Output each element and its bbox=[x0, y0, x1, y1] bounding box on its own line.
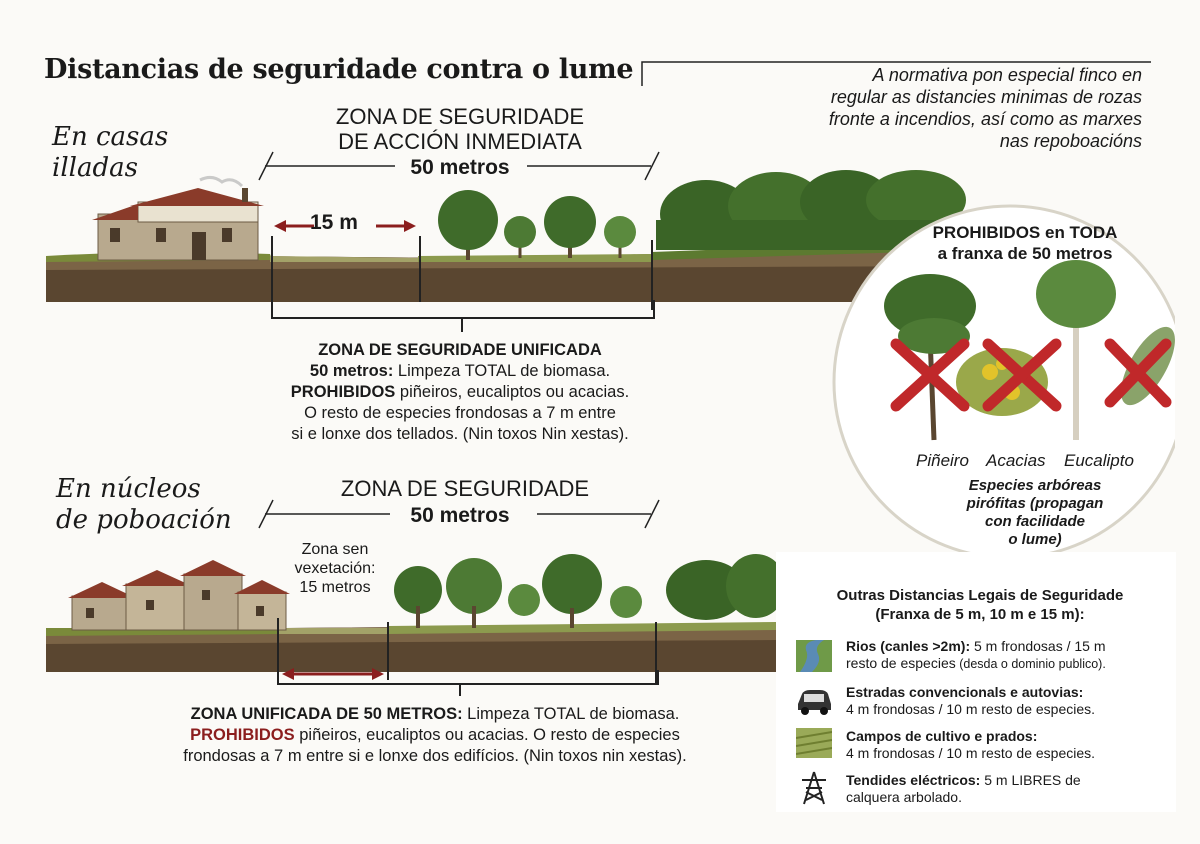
page-title: Distancias de seguridade contra o lume bbox=[44, 54, 634, 85]
bottom-zone-title: ZONA DE SEGURIDADE bbox=[340, 476, 590, 501]
field-icon bbox=[796, 728, 832, 758]
bottom-zone-distance: 50 metros bbox=[410, 504, 510, 527]
river-icon bbox=[796, 640, 832, 672]
top-inner-distance: 15 m bbox=[310, 211, 358, 234]
species-label-pine: Piñeiro bbox=[916, 451, 969, 470]
section-casas-illadas: En casas illadas bbox=[52, 122, 169, 183]
top-unified-bracket bbox=[266, 300, 662, 340]
pyrophytic-note: Especies arbóreas pirófitas (propagan con facilidade o lume) bbox=[966, 477, 1104, 548]
bottom-unified-description: ZONA UNIFICADA DE 50 METROS: Limpeza TOTAL de biomasa. PROHIBIDOS piñeiros, eucaliptos ou acacias. O resto de especies frondosas a 7 m entre si e lonxe dos edifícios. (Nin toxos nin xestas). bbox=[183, 705, 687, 765]
broadleaf-trees-group bbox=[438, 190, 636, 260]
intro-text: A normativa pon especial finco en regular as distancies minimas de rozas fronte a incendios, así como as marxes nas repoboacións bbox=[828, 65, 1142, 151]
broadleaf-trees-group bbox=[394, 554, 776, 628]
species-label-acacia: Acacias bbox=[986, 451, 1046, 470]
legend-item-power-lines: Tendides eléctricos: 5 m LIBRES de calquera arbolado. bbox=[846, 772, 1081, 805]
legend-item-fields: Campos de cultivo e prados: 4 m frondosas / 10 m resto de especies. bbox=[846, 728, 1096, 761]
top-unified-description: ZONA DE SEGURIDADE UNIFICADA 50 metros: Limpeza TOTAL de biomasa. PROHIBIDOS piñeiros, eucaliptos ou acacias. O resto de especies frondosas a 7 m entre si e lonxe dos tellados. (Nin toxos Nin xestas). bbox=[290, 341, 630, 443]
species-label-eucalyptus: Eucalipto bbox=[1064, 451, 1134, 470]
section-nucleos-poboacion: En núcleos de poboación bbox=[56, 474, 232, 535]
legend-item-roads: Estradas convencionals e autovias: 4 m frondosas / 10 m resto de especies. bbox=[846, 684, 1096, 717]
top-zone-title: ZONA DE SEGURIDADE DE ACCIÓN INMEDIATA bbox=[335, 104, 585, 154]
legend-title: Outras Distancias Legais de Seguridade (Franxa de 5 m, 10 m e 15 m): bbox=[836, 587, 1124, 623]
no-vegetation-label: Zona sen vexetación: 15 metros bbox=[294, 541, 376, 596]
isolated-house-icon bbox=[92, 177, 264, 260]
village-icon bbox=[68, 560, 290, 630]
bottom-landscape bbox=[46, 548, 776, 688]
legend-item-rivers: Rios (canles >2m): 5 m frondosas / 15 m resto de especies (desda o dominio publico). bbox=[846, 638, 1106, 671]
power-tower-icon bbox=[798, 770, 830, 806]
top-zone-distance: 50 metros bbox=[410, 156, 510, 179]
car-icon bbox=[794, 686, 834, 716]
circle-heading: PROHIBIDOS en TODA a franxa de 50 metros bbox=[932, 223, 1118, 263]
